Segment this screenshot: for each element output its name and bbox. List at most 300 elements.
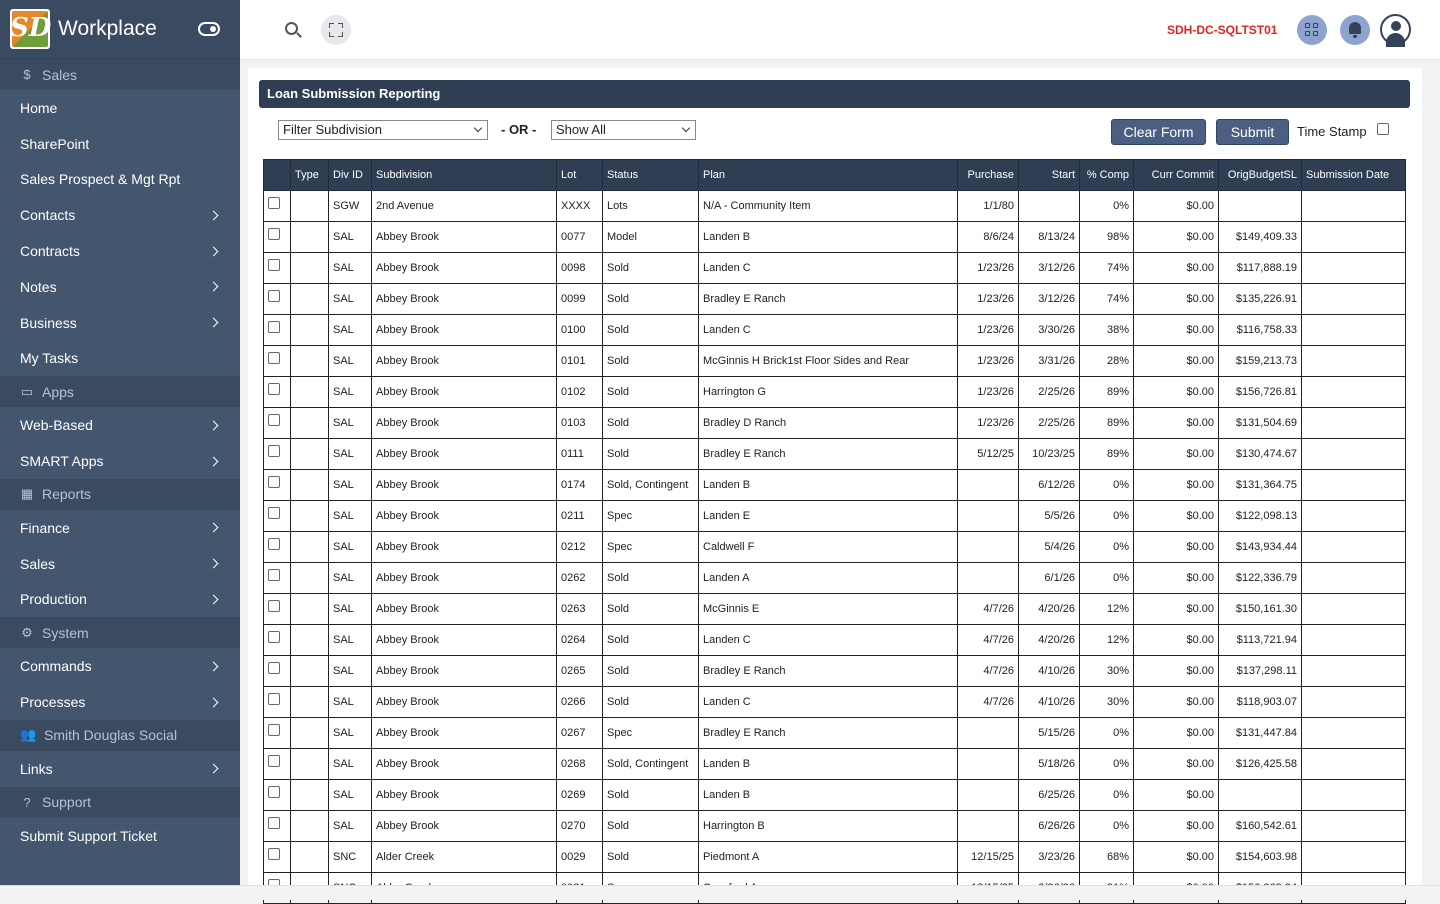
table-cell: 1/23/26 bbox=[958, 408, 1019, 439]
chevron-down-icon bbox=[682, 124, 690, 132]
table-cell bbox=[291, 594, 329, 625]
sidebar-item-processes[interactable]: Processes bbox=[0, 684, 240, 720]
table-cell bbox=[291, 532, 329, 563]
table-row bbox=[264, 625, 1406, 656]
table-cell: SAL bbox=[329, 718, 372, 749]
table-cell: 0% bbox=[1080, 749, 1134, 780]
show-all-select[interactable]: Show All bbox=[551, 120, 696, 140]
table-cell: McGinnis E bbox=[699, 594, 958, 625]
chevron-right-icon bbox=[209, 282, 219, 292]
table-cell: SAL bbox=[329, 687, 372, 718]
table-cell: Abbey Brook bbox=[372, 439, 557, 470]
sidebar-item-contacts[interactable]: Contacts bbox=[0, 197, 240, 233]
table-cell bbox=[958, 780, 1019, 811]
row-checkbox[interactable] bbox=[268, 848, 280, 860]
table-cell: Abbey Brook bbox=[372, 656, 557, 687]
section-system: ⚙ System bbox=[0, 617, 240, 648]
table-cell: Abbey Brook bbox=[372, 253, 557, 284]
table-row bbox=[264, 222, 1406, 253]
table-cell: 0% bbox=[1080, 191, 1134, 222]
table-cell: Sold bbox=[603, 408, 699, 439]
table-cell: Abbey Brook bbox=[372, 563, 557, 594]
table-cell: $0.00 bbox=[1134, 284, 1219, 315]
table-cell: 8/13/24 bbox=[1019, 222, 1080, 253]
row-select-cell bbox=[264, 811, 291, 842]
table-cell: Abbey Brook bbox=[372, 377, 557, 408]
row-select-cell bbox=[264, 408, 291, 439]
table-row bbox=[264, 439, 1406, 470]
chevron-right-icon bbox=[209, 661, 219, 671]
table-cell bbox=[958, 470, 1019, 501]
server-name: SDH-DC-SQLTST01 bbox=[1167, 23, 1278, 37]
row-checkbox[interactable] bbox=[268, 290, 280, 302]
row-checkbox[interactable] bbox=[268, 600, 280, 612]
table-cell: SGW bbox=[329, 191, 372, 222]
table-row bbox=[264, 594, 1406, 625]
table-cell: SAL bbox=[329, 532, 372, 563]
row-checkbox[interactable] bbox=[268, 507, 280, 519]
table-cell: Bradley E Ranch bbox=[699, 439, 958, 470]
table-cell: 6/12/26 bbox=[1019, 470, 1080, 501]
table-cell: $154,603.98 bbox=[1219, 842, 1302, 873]
table-cell: Sold bbox=[603, 842, 699, 873]
row-checkbox[interactable] bbox=[268, 259, 280, 271]
table-cell: 0% bbox=[1080, 563, 1134, 594]
table-cell: 89% bbox=[1080, 408, 1134, 439]
table-cell: $159,213.73 bbox=[1219, 346, 1302, 377]
table-cell: Abbey Brook bbox=[372, 532, 557, 563]
table-cell: $0.00 bbox=[1134, 811, 1219, 842]
table-cell: $0.00 bbox=[1134, 377, 1219, 408]
row-select-cell bbox=[264, 439, 291, 470]
table-cell: 0266 bbox=[557, 687, 603, 718]
chevron-right-icon bbox=[209, 210, 219, 220]
row-select-cell bbox=[264, 284, 291, 315]
table-cell: 1/23/26 bbox=[958, 377, 1019, 408]
table-cell: 1/23/26 bbox=[958, 346, 1019, 377]
row-select-cell bbox=[264, 563, 291, 594]
table-cell: $0.00 bbox=[1134, 625, 1219, 656]
clear-form-button[interactable]: Clear Form bbox=[1111, 119, 1206, 145]
row-checkbox[interactable] bbox=[268, 569, 280, 581]
table-cell: $143,934.44 bbox=[1219, 532, 1302, 563]
fullscreen-button[interactable] bbox=[321, 15, 351, 45]
table-cell: Abbey Brook bbox=[372, 625, 557, 656]
table-cell: $131,447.84 bbox=[1219, 718, 1302, 749]
company-logo: SD bbox=[10, 9, 50, 49]
table-cell: 89% bbox=[1080, 439, 1134, 470]
table-cell: 1/23/26 bbox=[958, 284, 1019, 315]
subdivision-filter-select[interactable]: Filter Subdivision bbox=[278, 120, 488, 140]
table-cell: Abbey Brook bbox=[372, 687, 557, 718]
table-cell: XXXX bbox=[557, 191, 603, 222]
table-cell: Abbey Brook bbox=[372, 718, 557, 749]
table-cell: 12% bbox=[1080, 625, 1134, 656]
loan-table bbox=[263, 159, 1405, 885]
sidebar-toggle-icon[interactable] bbox=[198, 22, 220, 36]
table-cell bbox=[291, 656, 329, 687]
sidebar-item-links[interactable]: Links bbox=[0, 751, 240, 787]
sidebar-item-sales-prospect[interactable]: Sales Prospect & Mgt Rpt bbox=[20, 171, 181, 188]
table-cell: 74% bbox=[1080, 253, 1134, 284]
chevron-right-icon bbox=[209, 764, 219, 774]
column-header[interactable]: Lot bbox=[557, 160, 603, 191]
table-cell: 12% bbox=[1080, 594, 1134, 625]
row-checkbox[interactable] bbox=[268, 693, 280, 705]
bottom-bar bbox=[0, 885, 1440, 900]
table-cell: Abbey Brook bbox=[372, 501, 557, 532]
table-cell: Piedmont A bbox=[699, 842, 958, 873]
sidebar-item-web-based[interactable]: Web-Based bbox=[0, 407, 240, 443]
table-cell: $0.00 bbox=[1134, 470, 1219, 501]
table-cell: $0.00 bbox=[1134, 594, 1219, 625]
table-row bbox=[264, 718, 1406, 749]
table-cell bbox=[1302, 842, 1406, 873]
table-cell: Bradley E Ranch bbox=[699, 718, 958, 749]
sidebar-item-production[interactable]: Production bbox=[0, 582, 240, 618]
table-cell bbox=[1302, 749, 1406, 780]
row-checkbox[interactable] bbox=[268, 445, 280, 457]
row-select-cell bbox=[264, 253, 291, 284]
table-cell: 2/25/26 bbox=[1019, 408, 1080, 439]
table-cell: $131,504.69 bbox=[1219, 408, 1302, 439]
monitor-icon: ▭ bbox=[20, 383, 34, 399]
table-cell: $156,726.81 bbox=[1219, 377, 1302, 408]
apps-button[interactable] bbox=[1297, 15, 1327, 45]
gear-icon: ⚙ bbox=[21, 624, 33, 640]
table-cell bbox=[1302, 780, 1406, 811]
table-cell: $0.00 bbox=[1134, 718, 1219, 749]
select-column-header bbox=[264, 160, 291, 191]
table-cell: 4/20/26 bbox=[1019, 594, 1080, 625]
table-cell bbox=[291, 377, 329, 408]
table-cell: 1/23/26 bbox=[958, 315, 1019, 346]
table-cell: $130,474.67 bbox=[1219, 439, 1302, 470]
table-cell: 4/10/26 bbox=[1019, 656, 1080, 687]
table-cell bbox=[1219, 780, 1302, 811]
table-cell: Sold, Contingent bbox=[603, 470, 699, 501]
table-cell: Sold bbox=[603, 656, 699, 687]
table-cell: Sold bbox=[603, 811, 699, 842]
table-cell: $131,364.75 bbox=[1219, 470, 1302, 501]
table-cell: $0.00 bbox=[1134, 439, 1219, 470]
table-cell: $0.00 bbox=[1134, 532, 1219, 563]
table-cell bbox=[958, 718, 1019, 749]
row-checkbox[interactable] bbox=[268, 817, 280, 829]
sidebar bbox=[0, 0, 240, 885]
column-header[interactable]: % Comp bbox=[1080, 160, 1134, 191]
column-header[interactable]: Type bbox=[291, 160, 329, 191]
table-row bbox=[264, 656, 1406, 687]
table-cell bbox=[291, 780, 329, 811]
table-cell bbox=[291, 408, 329, 439]
column-header[interactable]: Submission Date bbox=[1302, 160, 1406, 191]
row-select-cell bbox=[264, 222, 291, 253]
column-header[interactable]: Plan bbox=[699, 160, 958, 191]
table-cell: $118,903.07 bbox=[1219, 687, 1302, 718]
table-cell: $0.00 bbox=[1134, 346, 1219, 377]
table-cell bbox=[291, 625, 329, 656]
table-cell: 1/23/26 bbox=[958, 253, 1019, 284]
table-cell: $122,336.79 bbox=[1219, 563, 1302, 594]
table-row bbox=[264, 749, 1406, 780]
table-cell: 68% bbox=[1080, 842, 1134, 873]
table-cell: 0111 bbox=[557, 439, 603, 470]
table-cell bbox=[958, 532, 1019, 563]
bell-icon bbox=[1349, 22, 1361, 34]
row-checkbox[interactable] bbox=[268, 321, 280, 333]
table-cell bbox=[291, 563, 329, 594]
table-cell: 3/12/26 bbox=[1019, 253, 1080, 284]
column-header[interactable]: Start bbox=[1019, 160, 1080, 191]
table-cell: SAL bbox=[329, 625, 372, 656]
table-cell: $0.00 bbox=[1134, 687, 1219, 718]
table-cell: Landen E bbox=[699, 501, 958, 532]
table-cell: Sold bbox=[603, 315, 699, 346]
table-cell bbox=[958, 811, 1019, 842]
table-cell bbox=[1302, 811, 1406, 842]
sidebar-item-home[interactable]: Home bbox=[20, 99, 58, 116]
row-select-cell bbox=[264, 687, 291, 718]
row-checkbox[interactable] bbox=[268, 414, 280, 426]
table-cell: Landen C bbox=[699, 315, 958, 346]
table-cell: $149,409.33 bbox=[1219, 222, 1302, 253]
sidebar-item-contracts[interactable]: Contracts bbox=[0, 233, 240, 269]
dollar-icon: $ bbox=[23, 67, 31, 82]
table-cell: Sold bbox=[603, 563, 699, 594]
table-cell: $160,542.61 bbox=[1219, 811, 1302, 842]
row-checkbox[interactable] bbox=[268, 786, 280, 798]
table-row bbox=[264, 563, 1406, 594]
table-cell: Sold, Contingent bbox=[603, 749, 699, 780]
table-cell: 0% bbox=[1080, 501, 1134, 532]
table-cell bbox=[1302, 687, 1406, 718]
table-row bbox=[264, 842, 1406, 873]
table-cell: Sold bbox=[603, 780, 699, 811]
row-select-cell bbox=[264, 315, 291, 346]
row-checkbox[interactable] bbox=[268, 631, 280, 643]
row-checkbox[interactable] bbox=[268, 383, 280, 395]
sidebar-item-business[interactable]: Business bbox=[0, 305, 240, 341]
table-cell: 1/1/80 bbox=[958, 191, 1019, 222]
brand-header bbox=[0, 0, 240, 59]
sidebar-item-sharepoint[interactable]: SharePoint bbox=[20, 135, 90, 152]
row-checkbox[interactable] bbox=[268, 755, 280, 767]
table-cell bbox=[291, 687, 329, 718]
table-cell: N/A - Community Item bbox=[699, 191, 958, 222]
table-cell: 0211 bbox=[557, 501, 603, 532]
table-cell: Sold bbox=[603, 439, 699, 470]
table-cell: 0270 bbox=[557, 811, 603, 842]
column-header[interactable]: Curr Commit bbox=[1134, 160, 1219, 191]
table-cell: $116,758.33 bbox=[1219, 315, 1302, 346]
table-cell: 0% bbox=[1080, 470, 1134, 501]
row-checkbox[interactable] bbox=[268, 724, 280, 736]
sidebar-item-finance[interactable]: Finance bbox=[0, 510, 240, 546]
table-cell: 2/25/26 bbox=[1019, 377, 1080, 408]
column-header[interactable]: Status bbox=[603, 160, 699, 191]
table-cell bbox=[291, 749, 329, 780]
table-cell bbox=[291, 718, 329, 749]
table-row bbox=[264, 191, 1406, 222]
table-cell bbox=[1302, 656, 1406, 687]
section-sales: $ Sales bbox=[0, 59, 240, 90]
table-row bbox=[264, 408, 1406, 439]
table-cell: Sold bbox=[603, 346, 699, 377]
table-cell: 38% bbox=[1080, 315, 1134, 346]
table-cell: 2nd Avenue bbox=[372, 191, 557, 222]
row-checkbox[interactable] bbox=[268, 476, 280, 488]
table-icon: ▦ bbox=[20, 486, 34, 502]
table-cell: Spec bbox=[603, 718, 699, 749]
table-cell: 0264 bbox=[557, 625, 603, 656]
table-cell: Sold bbox=[603, 377, 699, 408]
table-cell: Spec bbox=[603, 532, 699, 563]
row-select-cell bbox=[264, 594, 291, 625]
table-cell: $122,098.13 bbox=[1219, 501, 1302, 532]
table-cell: 0265 bbox=[557, 656, 603, 687]
table-cell bbox=[1219, 191, 1302, 222]
table-cell: Abbey Brook bbox=[372, 315, 557, 346]
table-cell: 0212 bbox=[557, 532, 603, 563]
table-cell: 6/25/26 bbox=[1019, 780, 1080, 811]
table-cell: 5/12/25 bbox=[958, 439, 1019, 470]
table-cell: 3/12/26 bbox=[1019, 284, 1080, 315]
brand-title: Workplace bbox=[58, 17, 157, 40]
table-cell: 74% bbox=[1080, 284, 1134, 315]
column-header[interactable]: Subdivision bbox=[372, 160, 557, 191]
section-support: ? Support bbox=[0, 787, 240, 818]
sidebar-item-smart-apps[interactable]: SMART Apps bbox=[0, 443, 240, 479]
table-cell: 10/23/25 bbox=[1019, 439, 1080, 470]
column-header[interactable]: Div ID bbox=[329, 160, 372, 191]
table-cell bbox=[291, 811, 329, 842]
table-cell bbox=[291, 253, 329, 284]
column-header[interactable]: OrigBudgetSL bbox=[1219, 160, 1302, 191]
table-cell: Landen B bbox=[699, 222, 958, 253]
table-cell: 4/10/26 bbox=[1019, 687, 1080, 718]
user-avatar[interactable] bbox=[1380, 14, 1411, 45]
table-cell: SAL bbox=[329, 284, 372, 315]
sidebar-item-my-tasks[interactable]: My Tasks bbox=[20, 350, 79, 367]
row-select-cell bbox=[264, 842, 291, 873]
row-select-cell bbox=[264, 346, 291, 377]
grid-icon bbox=[1305, 23, 1319, 37]
table-cell: SAL bbox=[329, 377, 372, 408]
search-icon[interactable] bbox=[285, 22, 298, 35]
timestamp-checkbox[interactable] bbox=[1377, 123, 1389, 135]
table-cell bbox=[291, 315, 329, 346]
table-cell: 28% bbox=[1080, 346, 1134, 377]
row-select-cell bbox=[264, 656, 291, 687]
table-cell: Abbey Brook bbox=[372, 780, 557, 811]
table-cell: $0.00 bbox=[1134, 656, 1219, 687]
table-cell: SAL bbox=[329, 594, 372, 625]
table-cell: Bradley E Ranch bbox=[699, 284, 958, 315]
table-cell: 0% bbox=[1080, 811, 1134, 842]
table-cell bbox=[291, 346, 329, 377]
table-cell: 0098 bbox=[557, 253, 603, 284]
table-cell: 3/30/26 bbox=[1019, 315, 1080, 346]
table-cell: SAL bbox=[329, 470, 372, 501]
table-cell: Abbey Brook bbox=[372, 470, 557, 501]
table-cell bbox=[291, 470, 329, 501]
table-cell: $126,425.58 bbox=[1219, 749, 1302, 780]
table-row bbox=[264, 346, 1406, 377]
table-cell bbox=[291, 439, 329, 470]
table-cell: Alder Creek bbox=[372, 842, 557, 873]
row-checkbox[interactable] bbox=[268, 662, 280, 674]
row-select-cell bbox=[264, 377, 291, 408]
table-cell: SAL bbox=[329, 439, 372, 470]
table-cell: 0029 bbox=[557, 842, 603, 873]
table-cell: 5/18/26 bbox=[1019, 749, 1080, 780]
table-cell: SNC bbox=[329, 842, 372, 873]
table-cell: Abbey Brook bbox=[372, 222, 557, 253]
section-social: 👥 Smith Douglas Social bbox=[0, 720, 240, 751]
table-cell: $0.00 bbox=[1134, 842, 1219, 873]
table-cell bbox=[1302, 501, 1406, 532]
table-cell: 0102 bbox=[557, 377, 603, 408]
table-cell: 6/26/26 bbox=[1019, 811, 1080, 842]
table-cell: Bradley E Ranch bbox=[699, 656, 958, 687]
sidebar-item-commands[interactable]: Commands bbox=[0, 648, 240, 684]
users-icon: 👥 bbox=[20, 727, 37, 743]
row-select-cell bbox=[264, 749, 291, 780]
column-header[interactable]: Purchase bbox=[958, 160, 1019, 191]
sidebar-item-submit-ticket[interactable]: Submit Support Ticket bbox=[20, 827, 157, 844]
table-cell bbox=[1302, 625, 1406, 656]
table-cell: 3/31/26 bbox=[1019, 346, 1080, 377]
table-cell: 4/20/26 bbox=[1019, 625, 1080, 656]
row-checkbox[interactable] bbox=[268, 352, 280, 364]
table-cell: Abbey Brook bbox=[372, 408, 557, 439]
chevron-right-icon bbox=[209, 697, 219, 707]
chevron-right-icon bbox=[209, 246, 219, 256]
table-cell: 4/7/26 bbox=[958, 625, 1019, 656]
table-row bbox=[264, 377, 1406, 408]
sidebar-item-notes[interactable]: Notes bbox=[0, 269, 240, 305]
sidebar-item-sales-reports[interactable]: Sales bbox=[0, 546, 240, 582]
table-cell bbox=[1302, 191, 1406, 222]
table-cell: Landen B bbox=[699, 470, 958, 501]
table-cell: Harrington B bbox=[699, 811, 958, 842]
row-checkbox[interactable] bbox=[268, 538, 280, 550]
row-checkbox[interactable] bbox=[268, 197, 280, 209]
table-cell: SAL bbox=[329, 408, 372, 439]
submit-button[interactable]: Submit bbox=[1216, 119, 1289, 145]
notifications-button[interactable] bbox=[1340, 15, 1370, 45]
table-cell: $0.00 bbox=[1134, 253, 1219, 284]
table-cell: 5/4/26 bbox=[1019, 532, 1080, 563]
table-cell: Landen C bbox=[699, 253, 958, 284]
table-cell: Abbey Brook bbox=[372, 284, 557, 315]
row-select-cell bbox=[264, 718, 291, 749]
table-cell: Sold bbox=[603, 253, 699, 284]
table-cell: Bradley D Ranch bbox=[699, 408, 958, 439]
table-cell: $135,226.91 bbox=[1219, 284, 1302, 315]
row-checkbox[interactable] bbox=[268, 228, 280, 240]
table-cell: SAL bbox=[329, 253, 372, 284]
table-cell: Landen C bbox=[699, 625, 958, 656]
table-cell bbox=[1302, 532, 1406, 563]
table-row bbox=[264, 780, 1406, 811]
table-cell bbox=[1302, 377, 1406, 408]
row-select-cell bbox=[264, 780, 291, 811]
table-cell: Abbey Brook bbox=[372, 594, 557, 625]
table-cell: $113,721.94 bbox=[1219, 625, 1302, 656]
table-cell: 0267 bbox=[557, 718, 603, 749]
